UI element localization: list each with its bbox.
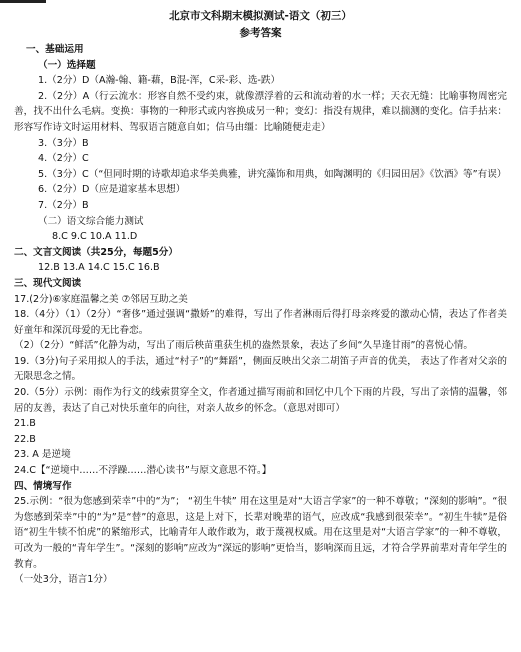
- answer-line: 二、文言文阅读（共25分，每题5分）: [14, 246, 178, 258]
- answer-line: 22.B: [14, 433, 36, 445]
- answer-line: 7.（2分）B: [38, 199, 89, 211]
- top-edge-mark: [0, 0, 46, 3]
- answer-line: 一、基础运用: [26, 44, 84, 55]
- answer-line: 12.B 13.A 14.C 15.C 16.B: [38, 262, 160, 274]
- document-title: 北京市文科期末模拟测试-语文（初三）: [169, 10, 352, 22]
- answer-line: 1.（2分）D（A瀚-翰、籍-藉，B混-浑，C采-彩、选-跌）: [38, 75, 281, 87]
- answer-line: 17.(2分)⑥家庭温馨之美 ⑦邻居互助之美: [14, 293, 188, 305]
- answer-line: （二）语文综合能力测试: [38, 215, 144, 227]
- answer-document: [14, 8, 507, 588]
- answer-line: （一）选择题: [38, 59, 96, 71]
- answer-line: 18.（4分）（1）（2分）“奢侈”通过强调“撒娇”的难得，写出了作者淋雨后得打母亲疼爱的激动心情，表达了作者美好童年和深沉母爱的无比眷恋。: [14, 309, 507, 336]
- answer-line: 24.C【“逆境中……不浮躁……潜心读书”与原文意思不符。】: [14, 465, 272, 477]
- answer-line: 20.（5分）示例：雨作为行文的线索贯穿全文，作者通过描写雨前和回忆中几个下雨的片段，写出了亲情的温馨，邻居的友善，表达了自己对快乐童年的向往，对亲人故乡的怀念。（意思对即可）: [14, 387, 507, 414]
- answer-line: 5.（3分）C（“但同时期的诗歌却追求华美典雅，讲究藻饰和用典，如陶渊明的《归园田居》《饮酒》等”有误）: [38, 168, 507, 180]
- document-subtitle: 参考答案: [239, 27, 282, 39]
- answer-line: 8.C 9.C 10.A 11.D: [52, 231, 138, 243]
- answer-line: 23. A 是逆境: [14, 449, 71, 461]
- answer-line: 4.（2分）C: [38, 153, 89, 165]
- answer-line: 21.B: [14, 418, 36, 430]
- answer-line: 2.（2分）A（行云流水：形容自然不受约束，就像漂浮着的云和流动着的水一样；天衣无缝：比喻事物周密完善，找不出什么毛病。变换：事物的一种形式或内容换成另一种；变幻：指没有规律，难以揣测的变化。信手拈来：形容写作诗文时运用材料、驾驭语言随意自如；信马由缰：比喻随便走走）: [14, 90, 507, 133]
- answer-line: （一处3分，语言1分）: [14, 574, 113, 586]
- answer-body: [14, 42, 507, 588]
- answer-line: 3.（3分）B: [38, 137, 89, 149]
- answer-line: 6.（2分）D（应是道家基本思想）: [38, 184, 186, 196]
- answer-line: 19.（3分)句子采用拟人的手法，通过“村子”的“舞蹈”，侧面反映出父亲二胡笛子声音的优美， 表达了作者对父亲的无限思念之情。: [14, 355, 507, 383]
- answer-line: 三、现代文阅读: [14, 277, 82, 289]
- answer-line: 25.示例：“很为您感到荣幸”中的“为”； “初生牛犊” 用在这里是对“大语言学家”的一种不尊敬；“深刻的影响”。“很为您感到荣幸”中的“为”是“替”的意思，这是上对下，长辈对晚辈的语气，应改成“我感到很荣幸”。“初生牛犊”是俗语“初生牛犊不怕虎”的紧缩形式，比喻青年人敢作敢为，敢于蔑视权威。用在这里是对“大语言学家”的一种不尊敬，可改为一般的“青年学生”。“深刻的影响”应改为“深远的影响”更恰当，影响深而且远，才符合学界前辈对青年学生的教育。: [14, 496, 507, 570]
- answer-line: （2）（2分）“鲜活”化静为动，写出了雨后秧苗重获生机的盎然景象，表达了乡间“久旱逢甘雨”的喜悦心情。: [14, 340, 474, 352]
- answer-line: 四、情境写作: [14, 480, 72, 492]
